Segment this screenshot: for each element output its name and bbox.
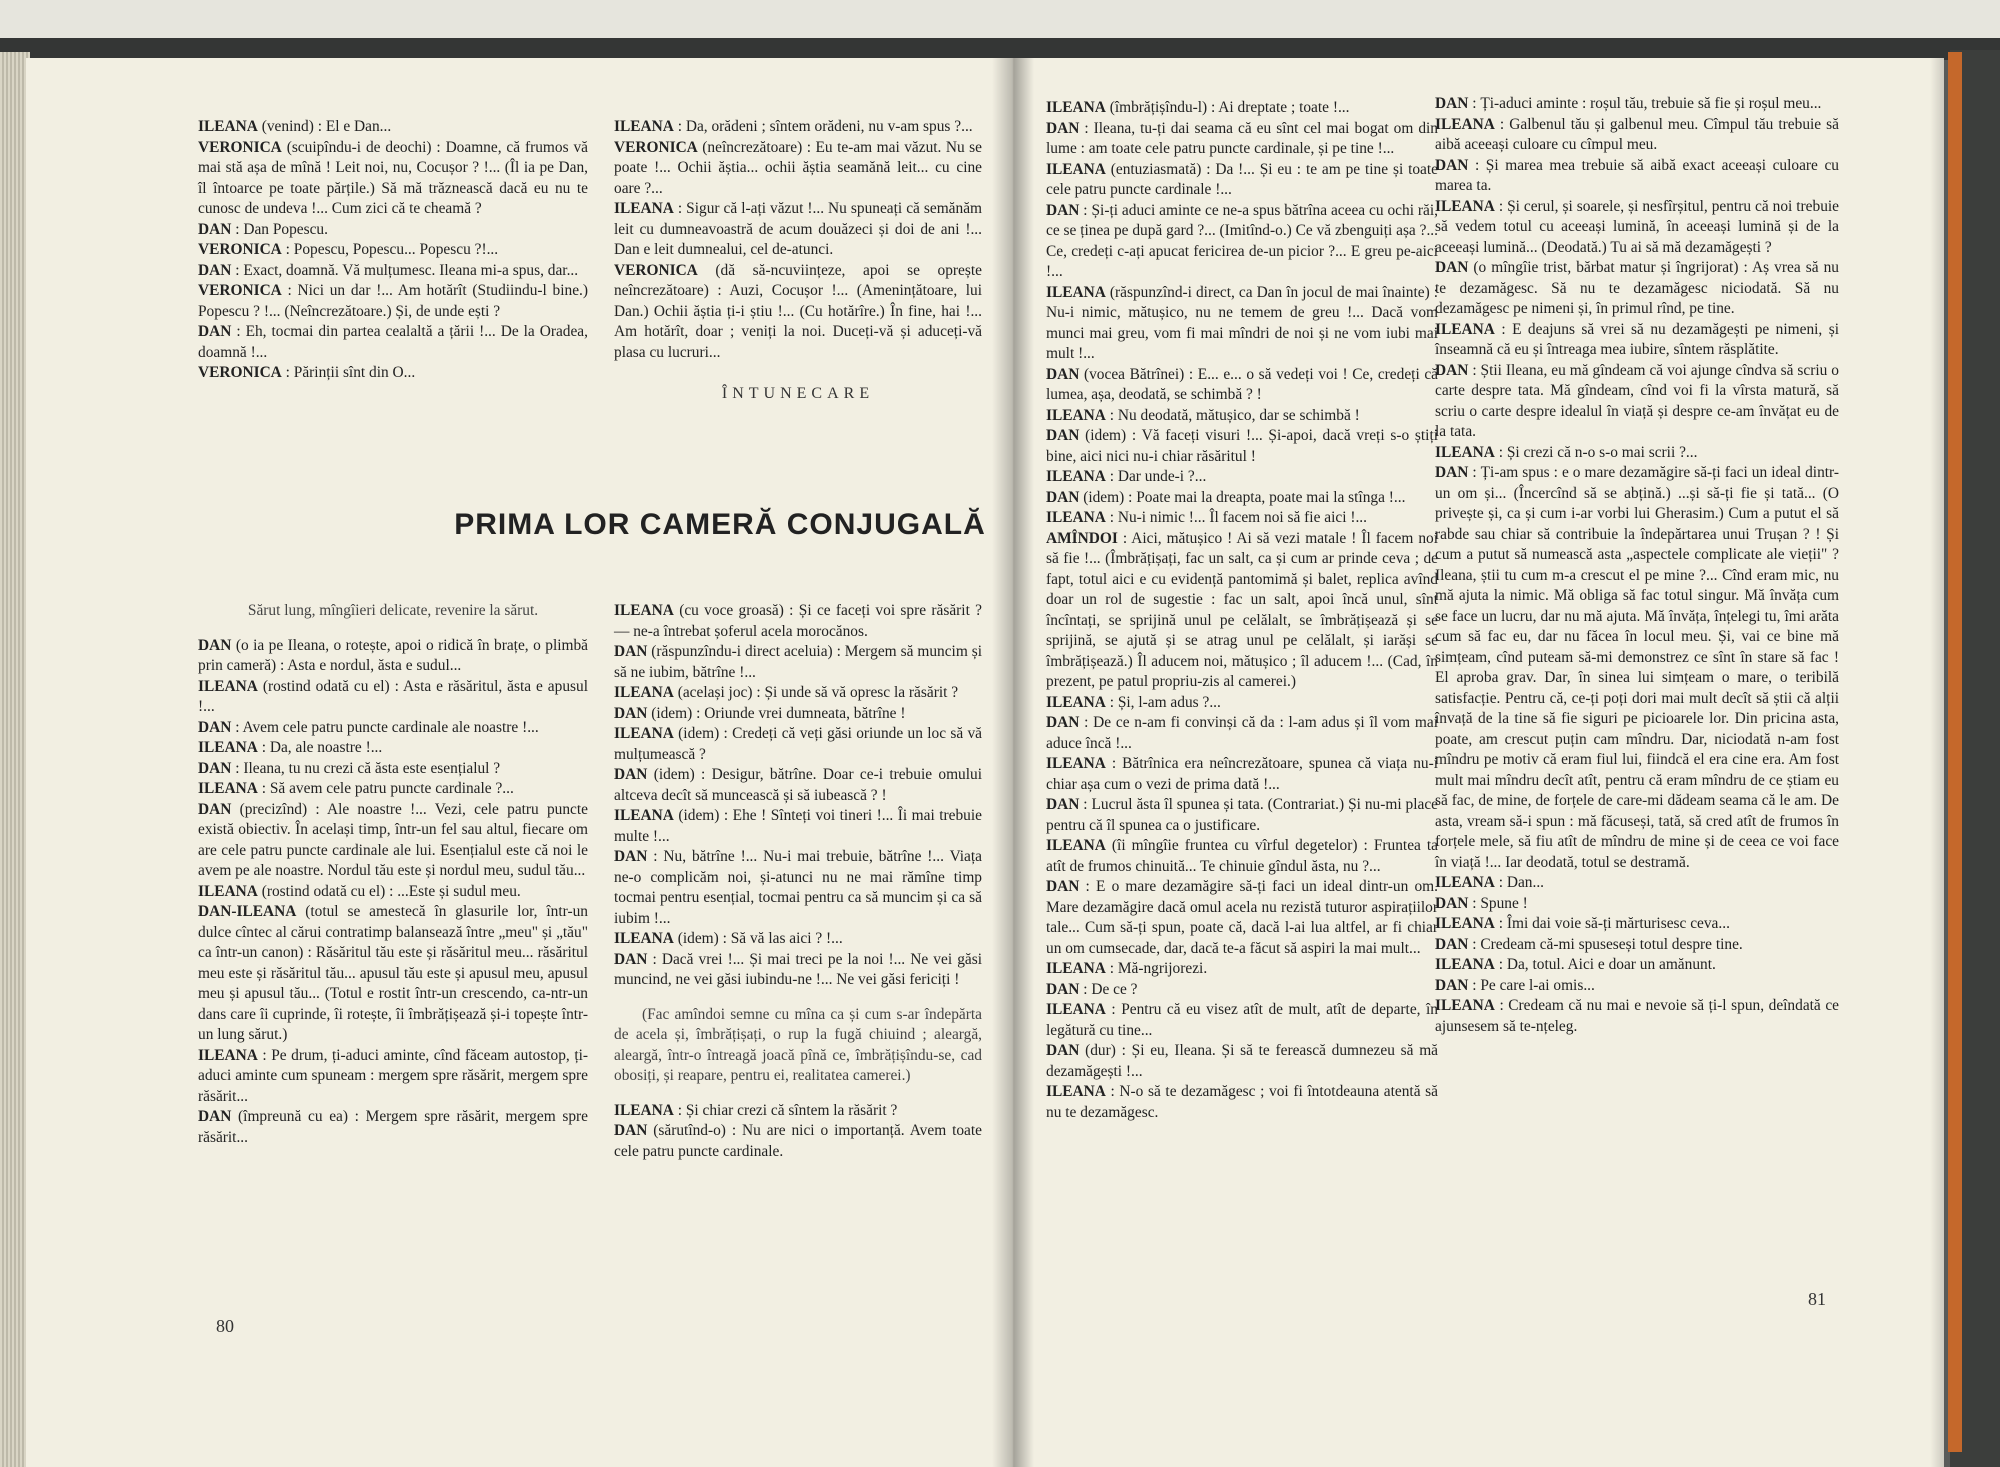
book-cover-top xyxy=(0,38,2000,60)
dialogue-line: DAN : Și marea mea trebuie să aibă exact aceeași culoare cu marea ta. xyxy=(1435,156,1839,194)
dialogue-line: DAN : Ți-aduci aminte : roșul tău, trebuie să fie și roșul meu... xyxy=(1435,95,1822,112)
dialogue-line: VERONICA (scuipîndu-i de deochi) : Doamne, că frumos vă mai stă așa de mînă ! Leit noi, nu, Cocușor ? !... (Îl ia pe Dan, îl întoarce pe toate părțile.) Să mă trăznească dacă eu nu te cunosc de undeva !... Cum zici că te cheamă ? xyxy=(198,138,588,217)
speaker-name: DAN xyxy=(1435,976,1469,994)
dialogue-line: DAN : De ce n-am fi convinși că da : l-am adus și îl vom mai aduce încă !... xyxy=(1046,714,1438,752)
speaker-name: DAN xyxy=(1046,878,1080,895)
dialogue-line: ILEANA (răspunzînd-i direct, ca Dan în jocul de mai înainte) : Nu-i nimic, mătușico, nu ne temem de greu !... Dacă vom munci mai greu, vom fi mai mîndri de noi și ne vom iubi mai mult !... xyxy=(1046,283,1438,362)
dialogue-line: ILEANA : Credeam că nu mai e nevoie să ți-l spun, deîndată ce ajunsesem să te-nțeleg. xyxy=(1435,997,1839,1035)
speaker-name: DAN xyxy=(1046,796,1080,813)
dialogue-line: ILEANA : Îmi dai voie să-ți mărturisesc ceva... xyxy=(1435,915,1730,932)
dialogue-line: ILEANA : Să avem cele patru puncte cardinale ?... xyxy=(198,780,514,797)
dialogue-line: VERONICA : Nici un dar !... Am hotărît (Studiindu-l bine.) Popescu ? !... (Neîncrezătoare.) Și, de unde ești ? xyxy=(198,282,588,320)
dialogue-line: DAN (idem) : Desigur, bătrîne. Doar ce-i trebuie omului altceva decît să muncească și să iubească ? ! xyxy=(614,766,982,804)
speaker-name: ILEANA xyxy=(1046,693,1106,711)
speaker-name: ILEANA xyxy=(1046,837,1106,854)
dialogue-line: ILEANA : Dan... xyxy=(1435,874,1545,891)
speaker-name: ILEANA xyxy=(1046,160,1106,178)
dialogue-line: ILEANA : Sigur că l-ați văzut !... Nu spuneați că semănăm leit cu dumneavoastră de acum douăzeci și doi de ani !... Dan e leit dumnealui, cel de-atunci. xyxy=(614,200,982,258)
speaker-name: ILEANA xyxy=(1435,956,1495,973)
speaker-name: DAN xyxy=(1435,894,1469,912)
speaker-name: ILEANA xyxy=(1435,115,1495,133)
dialogue-line: ILEANA : Nu-i nimic !... Îl facem noi să fie aici !... xyxy=(1046,509,1367,526)
stage-direction: Sărut lung, mîngîieri delicate, revenire la sărut. xyxy=(247,602,539,619)
speaker-name: AMÎNDOI xyxy=(1046,529,1118,547)
speaker-name: ILEANA xyxy=(1046,509,1106,526)
dialogue-line: ILEANA (același joc) : Și unde să vă opresc la răsărit ? xyxy=(614,684,959,701)
speaker-name: ILEANA xyxy=(1435,915,1495,932)
speaker-name: ILEANA xyxy=(198,1046,258,1064)
speaker-name: DAN xyxy=(1435,464,1469,481)
dialogue-line: DAN : Credeam că-mi spuseseși totul despre tine. xyxy=(1435,935,1743,953)
speaker-name: ILEANA xyxy=(198,118,258,135)
left-page-column-1 xyxy=(198,117,588,384)
dialogue-line: ILEANA : Și cerul, și soarele, și nesfîrșitul, pentru că noi trebuie să vedem totul cu aceeași lumină, în aceeași lumină și de la aceeași lumină... (Deodată.) Tu ai să mă dezamăgești ? xyxy=(1435,197,1839,256)
dialogue-line: ILEANA : E deajuns să vrei să nu dezamăgești pe nimeni, și înseamnă că eu și întreaga mea iubire, sîntem răsplătite. xyxy=(1435,320,1839,358)
speaker-name: ILEANA xyxy=(1435,197,1495,215)
dialogue-line: ILEANA : Dar unde-i ?... xyxy=(1046,468,1207,485)
speaker-name: ILEANA xyxy=(1046,960,1106,977)
speaker-name: DAN xyxy=(614,1122,648,1139)
speaker-name: ILEANA xyxy=(614,200,674,217)
speaker-name: ILEANA xyxy=(614,118,674,135)
dialogue-line: ILEANA : Da, orădeni ; sîntem orădeni, nu v-am spus ?... xyxy=(614,118,973,135)
speaker-name: VERONICA xyxy=(198,364,282,381)
speaker-name: ILEANA xyxy=(614,807,674,824)
dialogue-line: DAN : Dan Popescu. xyxy=(198,220,328,238)
speaker-name: ILEANA xyxy=(1046,406,1106,424)
dialogue-line: DAN : Ileana, tu-ți dai seama că eu sînt cel mai bogat om din lume : am toate cele patru puncte cardinale, și pe tine !... xyxy=(1046,119,1438,157)
speaker-name: DAN xyxy=(198,800,232,818)
speaker-name: VERONICA xyxy=(198,282,282,299)
dialogue-line: DAN (precizînd) : Ale noastre !... Vezi, cele patru puncte există obiectiv. În același timp, într-un fel sau altul, fiecare om are cele patru puncte cardinale ale lui. Esențialul este că noi le avem pe ale noastre. Nordul tău este și nordul meu, sudul tău... xyxy=(198,800,588,879)
speaker-name: ILEANA xyxy=(614,684,674,701)
speaker-name: DAN xyxy=(1435,156,1469,174)
dialogue-line: ILEANA (idem) : Credeți că veți găsi oriunde un loc să vă mulțumească ? xyxy=(614,725,982,763)
speaker-name: ILEANA xyxy=(614,602,674,619)
speaker-name: DAN xyxy=(198,636,232,654)
dialogue-line: ILEANA (venind) : El e Dan... xyxy=(198,118,392,135)
dialogue-line: DAN (împreună cu ea) : Mergem spre răsărit, mergem spre răsărit... xyxy=(198,1108,588,1146)
stage-direction: (Fac amîndoi semne cu mîna ca și cum s-ar îndepărta de acela și, îmbrățișați, o rup la fugă chiuind ; aleargă, aleargă, într-o întreagă joacă pînă ce, îmbrățișîndu-se, cad obosiți, și reapare, pentru ei, realitatea camerei.) xyxy=(614,1005,982,1084)
dialogue-line: ILEANA : N-o să te dezamăgesc ; voi fi întotdeauna atentă să nu te dezamăgesc. xyxy=(1046,1083,1438,1121)
speaker-name: DAN-ILEANA xyxy=(198,903,297,920)
dialogue-line: ILEANA (idem) : Să vă las aici ? !... xyxy=(614,930,843,947)
dialogue-line: ILEANA : Bătrînica era neîncrezătoare, spunea că viața nu-i chiar așa cum o vezi de prima dată !... xyxy=(1046,755,1438,793)
speaker-name: ILEANA xyxy=(1046,283,1106,301)
dialogue-line: ILEANA : Și chiar crezi că sîntem la răsărit ? xyxy=(614,1101,898,1119)
speaker-name: DAN xyxy=(1435,95,1469,112)
dialogue-line: DAN (dur) : Și eu, Ileana. Și să te ferească dumnezeu să mă dezamăgești !... xyxy=(1046,1042,1438,1080)
speaker-name: DAN xyxy=(198,261,232,279)
speaker-name: DAN xyxy=(198,220,232,238)
dialogue-line: DAN (sărutînd-o) : Nu are nici o importanță. Avem toate cele patru puncte cardinale. xyxy=(614,1122,982,1160)
cover-orange-edge xyxy=(1948,52,1962,1452)
speaker-name: DAN xyxy=(1435,935,1469,953)
speaker-name: ILEANA xyxy=(1046,468,1106,485)
dialogue-line: ILEANA : Nu deodată, mătușico, dar se schimbă ! xyxy=(1046,406,1360,424)
dialogue-line: DAN (idem) : Vă faceți visuri !... Și-apoi, dacă vreți s-o știți bine, aici nici nu-i chiar răsăritul ! xyxy=(1046,427,1438,465)
dialogue-line: ILEANA (rostind odată cu el) : Asta e răsăritul, ăsta e apusul !... xyxy=(198,677,588,715)
speaker-name: ILEANA xyxy=(614,725,674,742)
speaker-name: ILEANA xyxy=(1435,874,1495,891)
dialogue-line: ILEANA : Da, totul. Aici e doar un amănunt. xyxy=(1435,956,1716,973)
speaker-name: DAN xyxy=(614,704,648,722)
dialogue-line: DAN : E o mare dezamăgire să-ți faci un ideal dintr-un om. Mare dezamăgire dacă omul acela nu rezistă tuturor aspirațiilor tale... Cum să-ți spun, poate că, dacă l-ai lua altfel, ar fi chiar un om cumsecade, dar, dacă te-a făcut să aspiri la mai mult... xyxy=(1046,878,1438,957)
speaker-name: VERONICA xyxy=(198,138,282,156)
speaker-name: DAN xyxy=(1046,1042,1080,1059)
dialogue-line: DAN (o mîngîie trist, bărbat matur și îngrijorat) : Aș vrea să nu te dezamăgesc. Să nu te dezamăgesc niciodată. Să nu dezamăgesc pe nimeni și, în primul rînd, pe tine. xyxy=(1435,259,1839,317)
dialogue-line: ILEANA (idem) : Ehe ! Sînteți voi tineri !... Îi mai trebuie multe !... xyxy=(614,807,982,845)
dialogue-line: ILEANA : Da, ale noastre !... xyxy=(198,739,383,756)
speaker-name: DAN xyxy=(198,1108,232,1125)
dialogue-line: DAN : Ți-am spus : e o mare dezamăgire să-ți faci un ideal dintr-un om și... (Încercînd să se abțină.) ...și să-ți fie și tată... (O privește și, ca și cum i-ar vorbi lui Gherasim.) Cum a putut el să rabde sau chiar să contribuie la îndepărtarea unui Trușan ? ! Și cum a putut să numească asta „aspectele complicate ale vieții" ? Ileana, știi tu cum m-a crescut el pe mine ?... Cînd eram mic, nu mă ajuta la nimic. Mă obliga să fac totul singur. Mă învăța cum se face un lucru, dar nu mă ajuta. Mă învăța, înțelegi tu, îmi arăta cum să fac eu, dar nu făcea în locul meu. Și, vai ce bine mă simțeam, cînd puteam să-mi demonstrez ce sînt în stare să fac ! El aproba grav. Dar, în sinea lui simțeam o mare, o teribilă satisfacție. Pentru că, ce-ți poți dori mai mult decît să știi că alții învață de la tine să fie siguri pe picioarele lor. Din pricina asta, poate, am crescut puțin cam mîndru. Dar, niciodată n-am fost mîndru pe motiv că eram fiul lui, fiindcă el era cine era. Am fost mult mai mîndru decît atît, pentru că eram mîndru de ce știam eu să fac, de mine, de forțele de care-mi dădeam seama că le am. De asta, vream să-i spun : mă făcuseși, tată, să cred atît de frumos în forțele mele, să fiu atît de mîndru de mine și de ceea ce voi face în viață !... Iar deodată, totul se destramă. xyxy=(1435,464,1839,871)
dialogue-line: ILEANA : Pentru că eu visez atît de mult, atît de departe, în legătură cu tine... xyxy=(1046,1001,1438,1039)
right-page-column-1 xyxy=(1046,98,1438,1123)
speaker-name: ILEANA xyxy=(1435,320,1495,338)
speaker-name: ILEANA xyxy=(198,677,258,695)
dialogue-line: DAN (răspunzîndu-i direct aceluia) : Mergem să muncim și să ne iubim, bătrîne !... xyxy=(614,643,982,681)
dialogue-line: VERONICA : Părinții sînt din O... xyxy=(198,364,416,381)
speaker-name: DAN xyxy=(1046,119,1080,137)
dialogue-line: DAN (o ia pe Ileana, o rotește, apoi o ridică în brațe, o plimbă prin cameră) : Asta e nordul, ăsta e sudul... xyxy=(198,636,588,674)
dialogue-line: DAN : Și-ți aduci aminte ce ne-a spus bătrîna aceea cu ochi răi, ce se ținea pe după gard ?... (Imitînd-o.) Ce vă zbenguiți așa ?... Ce, credeți c-ați apucat fericirea de-un picior ?... E greu pe-aici !... xyxy=(1046,201,1438,280)
dialogue-line: DAN : De ce ? xyxy=(1046,980,1138,998)
speaker-name: ILEANA xyxy=(614,930,674,947)
speaker-name: ILEANA xyxy=(198,780,258,797)
dialogue-line: DAN : Avem cele patru puncte cardinale ale noastre !... xyxy=(198,718,539,736)
speaker-name: ILEANA xyxy=(614,1101,674,1119)
left-page-column-2 xyxy=(614,117,982,363)
dialogue-line: DAN : Nu, bătrîne !... Nu-i mai trebuie, bătrîne !... Viața ne-o complicăm noi, și-atunci nu ne mai rămîne timp tocmai pentru esențial, tocmai pentru ca să muncim și ca să iubim !... xyxy=(614,848,982,927)
left-page-column-4 xyxy=(614,601,982,1162)
dialogue-line: DAN (idem) : Oriunde vrei dumneata, bătrîne ! xyxy=(614,704,906,722)
dialogue-line: ILEANA (îmbrățișîndu-l) : Ai dreptate ; toate !... xyxy=(1046,99,1350,116)
dialogue-line: DAN-ILEANA (totul se amestecă în glasurile lor, într-un dulce cîntec al cărui contratimp balansează între „meu" și „tău" ca într-un canon) : Răsăritul tău este și răsăritul meu... răsăritul meu este și răsăritul tău... apusul tău este și apusul meu, apusul meu și apusul tău... (Totul e rostit într-un crescendo, ca-ntr-un dans care îi cuprinde, îi rotește, îi îmbrățișează și-i topește într-un lung sărut.) xyxy=(198,903,588,1043)
page-number-left: 80 xyxy=(216,1316,234,1336)
dialogue-line: ILEANA (rostind odată cu el) : ...Este și sudul meu. xyxy=(198,882,521,900)
speaker-name: DAN xyxy=(1046,427,1080,444)
dialogue-line: ILEANA (entuziasmată) : Da !... Și eu : te am pe tine și toate cele patru puncte cardinale !... xyxy=(1046,160,1438,198)
dialogue-line: DAN (vocea Bătrînei) : E... e... o să vedeți voi ! Ce, credeți că lumea, așa, deodată, se schimbă ? ! xyxy=(1046,365,1438,403)
speaker-name: DAN xyxy=(198,323,232,340)
speaker-name: DAN xyxy=(614,766,648,783)
dialogue-line: DAN : Știi Ileana, eu mă gîndeam că voi ajunge cîndva să scriu o carte despre tata. Mă gîndeam, cînd voi fi la vîrsta matură, să scriu o carte despre idealul în viață și despre ce-am învățat eu de la tata. xyxy=(1435,361,1839,440)
dialogue-line: AMÎNDOI : Aici, mătușico ! Ai să vezi matale ! Îl facem noi să fie !... (Îmbrățișați, fac un salt, ca și cum ar prinde ceva ; de fapt, totul aici e cu evidență pantomimă și balet, replica avînd doar un rol de sugestie : fac un salt, apoi încă unul, sînt încîntați, se sprijină unul pe celălalt, se îmbrățișează și se sprijină, se ajută și se atrag unul pe celălalt, și iarăși se îmbrățișează.) Îl aducem noi, mătușico ; îl aducem !... (Cad, în prezent, pe patul propriu-zis al camerei.) xyxy=(1046,529,1438,690)
speaker-name: DAN xyxy=(1046,201,1080,219)
dialogue-line: DAN : Lucrul ăsta îl spunea și tata. (Contrariat.) Și nu-mi place pentru că îl spunea ca o justificare. xyxy=(1046,796,1438,834)
speaker-name: VERONICA xyxy=(614,138,698,156)
dialogue-line: ILEANA : Și crezi că n-o s-o mai scrii ?... xyxy=(1435,443,1698,461)
right-page-column-2 xyxy=(1435,94,1839,1037)
speaker-name: ILEANA xyxy=(1435,997,1495,1014)
dialogue-line: DAN : Dacă vrei !... Și mai treci pe la noi !... Ne vei găsi muncind, ne vei găsi iubindu-ne !... Ne vei găsi fericiți ! xyxy=(614,950,982,988)
dialogue-line: DAN : Eh, tocmai din partea cealaltă a țării !... De la Oradea, doamnă !... xyxy=(198,323,588,361)
dialogue-line: DAN : Spune ! xyxy=(1435,894,1528,912)
dialogue-line: VERONICA (neîncrezătoare) : Eu te-am mai văzut. Nu se poate !... Ochii ăștia... ochii ăștia seamănă leit... cu cine oare ?... xyxy=(614,138,982,197)
dialogue-line: DAN : Exact, doamnă. Vă mulțumesc. Ileana mi-a spus, dar... xyxy=(198,261,579,279)
dialogue-line: ILEANA : Galbenul tău și galbenul meu. Cîmpul tău trebuie să aibă aceeași culoare cu cîmpul meu. xyxy=(1435,115,1839,153)
speaker-name: DAN xyxy=(614,643,648,660)
speaker-name: ILEANA xyxy=(1046,755,1106,772)
speaker-name: ILEANA xyxy=(1435,443,1495,461)
speaker-name: DAN xyxy=(614,848,648,865)
dialogue-line: ILEANA (cu voce groasă) : Și ce faceți voi spre răsărit ? — ne-a întrebat șoferul acela morocănos. xyxy=(614,602,982,640)
speaker-name: DAN xyxy=(198,759,232,777)
dialogue-line: DAN : Pe care l-ai omis... xyxy=(1435,976,1595,994)
speaker-name: DAN xyxy=(198,718,232,736)
scene-intertitle: ÎNTUNECARE xyxy=(721,385,875,402)
speaker-name: VERONICA xyxy=(614,261,698,279)
dialogue-line: ILEANA : Pe drum, ți-aduci aminte, cînd făceam autostop, ți-aduci aminte cum spuneam : mergem spre răsărit, mergem spre răsărit... xyxy=(198,1046,588,1105)
page-edge-shadow xyxy=(1930,58,1944,1467)
dialogue-line: ILEANA : Și, l-am adus ?... xyxy=(1046,693,1221,711)
dialogue-line: ILEANA : Mă-ngrijorezi. xyxy=(1046,960,1208,977)
dialogue-line: DAN (idem) : Poate mai la dreapta, poate mai la stînga !... xyxy=(1046,488,1406,506)
speaker-name: DAN xyxy=(1046,488,1080,506)
speaker-name: DAN xyxy=(1046,365,1080,383)
speaker-name: DAN xyxy=(1435,361,1469,379)
speaker-name: DAN xyxy=(1046,980,1080,998)
scan-background xyxy=(0,0,2000,40)
speaker-name: VERONICA xyxy=(198,241,282,258)
dialogue-line: ILEANA (îi mîngîie fruntea cu vîrful degetelor) : Fruntea ta atît de frumos chinuită... Te chinuie gîndul ăsta, nu ?... xyxy=(1046,837,1438,875)
dialogue-line: VERONICA (dă să-ncuviințeze, apoi se oprește neîncrezătoare) : Auzi, Cocușor !... (Amenințătoare, lui Dan.) Ochii ăștia ți-i știu !... (Cu hotărîre.) În fine, hai !... Am hotărît, doar ; veniți la noi. Duceți-vă și aduceți-vă plasa cu lucruri... xyxy=(614,261,982,361)
speaker-name: DAN xyxy=(614,950,648,968)
speaker-name: ILEANA xyxy=(198,739,258,756)
speaker-name: DAN xyxy=(1435,259,1469,276)
book-gutter xyxy=(992,58,1034,1467)
dialogue-line: DAN : Ileana, tu nu crezi că ăsta este esențialul ? xyxy=(198,759,501,777)
speaker-name: ILEANA xyxy=(1046,1083,1106,1100)
page-number-right: 81 xyxy=(1808,1289,1826,1309)
speaker-name: DAN xyxy=(1046,714,1080,731)
speaker-name: ILEANA xyxy=(1046,99,1106,116)
scene-heading: PRIMA LOR CAMERĂ CONJUGALĂ xyxy=(454,508,986,541)
left-page-column-3 xyxy=(198,601,588,1148)
speaker-name: ILEANA xyxy=(1046,1001,1106,1018)
dialogue-line: VERONICA : Popescu, Popescu... Popescu ?!... xyxy=(198,241,499,258)
speaker-name: ILEANA xyxy=(198,882,258,900)
